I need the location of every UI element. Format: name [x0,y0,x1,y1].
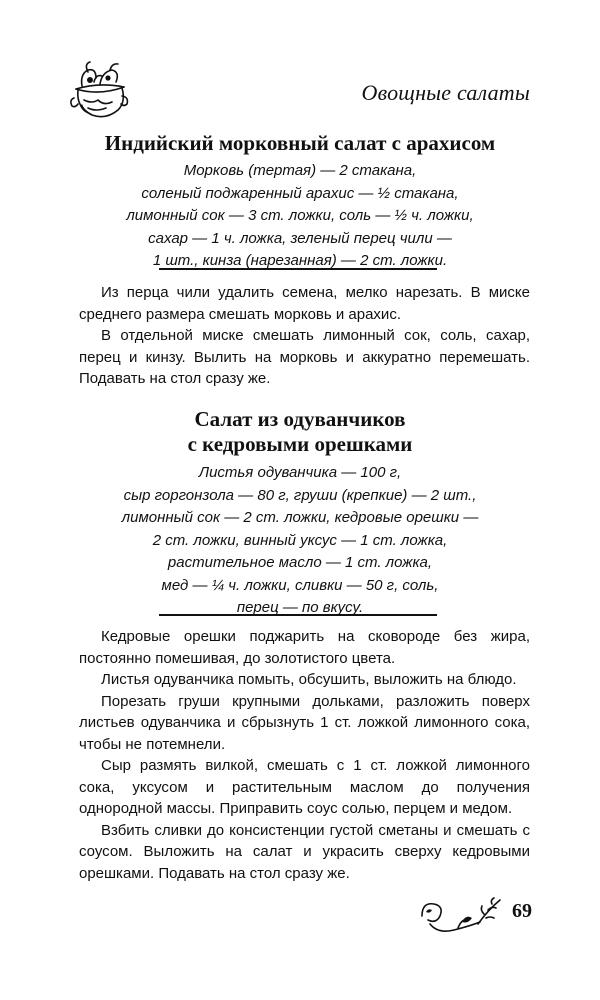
ingredient-line: лимонный сок — 3 ст. ложки, соль — ½ ч. ложки, [126,207,474,224]
ingredients-list [0,160,600,273]
instruction-paragraph: Порезать груши крупными дольками, разложить поверх листьев одуванчика и сбрызнуть 1 ст. ложкой лимонного сока, чтобы не потемнели. [79,692,530,753]
ingredient-line: сахар — 1 ч. ложка, зеленый перец чили — [148,229,452,247]
instruction-paragraph: Кедровые орешки поджарить на сковороде без жира, постоянно помешивая, до золотистого цвета. [79,628,530,667]
running-header: Овощные салаты [361,80,530,105]
ingredient-line: сыр горгонзола — 80 г, груши (крепкие) — 2 шт., [123,486,477,504]
instruction-paragraph: Листья одуванчика помыть, обсушить, выложить на блюдо. [101,671,517,688]
ingredients-list [0,462,600,620]
ingredient-line: Листья одуванчика — 100 г, [198,464,402,481]
ingredient-line: лимонный сок — 2 ст. ложки, кедровые орешки — [121,509,479,526]
instruction-paragraph: Из перца чили удалить семена, мелко нарезать. В миске среднего размера смешать морковь и арахис. [79,284,530,323]
instruction-paragraph: Взбить сливки до консистенции густой сметаны и смешать с соусом. Выложить на салат и украсить сверху кедровыми орешками. Подавать на стол сразу же. [79,821,530,882]
divider-line [159,268,437,270]
recipe-title: Индийский морковный салат с арахисом [104,131,496,155]
divider-line [159,614,437,616]
ingredient-line: перец — по вкусу. [236,599,364,616]
instructions [79,282,530,390]
instructions [79,626,530,884]
ingredient-line: 1 шт., кинза (нарезанная) — 2 ст. ложки. [152,252,448,269]
ingredient-line: растительное масло — 1 ст. ложка, [167,554,433,571]
page-number: 69 [512,900,532,922]
ingredient-line: Морковь (тертая) — 2 стакана, [183,162,417,179]
pot-with-vegetables-icon [66,60,132,122]
instruction-paragraph: В отдельной миске смешать лимонный сок, соль, сахар, перец и кинзу. Вылить на морковь и аккуратно перемешать. Подавать на стол сразу же. [79,327,530,387]
floral-flourish-icon [418,896,504,936]
recipe-title: Салат из одуванчиков с кедровыми орешками [187,407,413,456]
ingredient-line: соленый поджаренный арахис — ½ стакана, [141,184,459,202]
ingredient-line: мед — ¼ ч. ложки, сливки — 50 г, соль, [161,576,439,594]
instruction-paragraph: Сыр размять вилкой, смешать с 1 ст. ложкой лимонного сока, уксусом и растительным маслом до получения однородной массы. Приправить соус солью, перцем и медом. [79,757,530,817]
ingredient-line: 2 ст. ложки, винный уксус — 1 ст. ложка, [152,531,448,549]
